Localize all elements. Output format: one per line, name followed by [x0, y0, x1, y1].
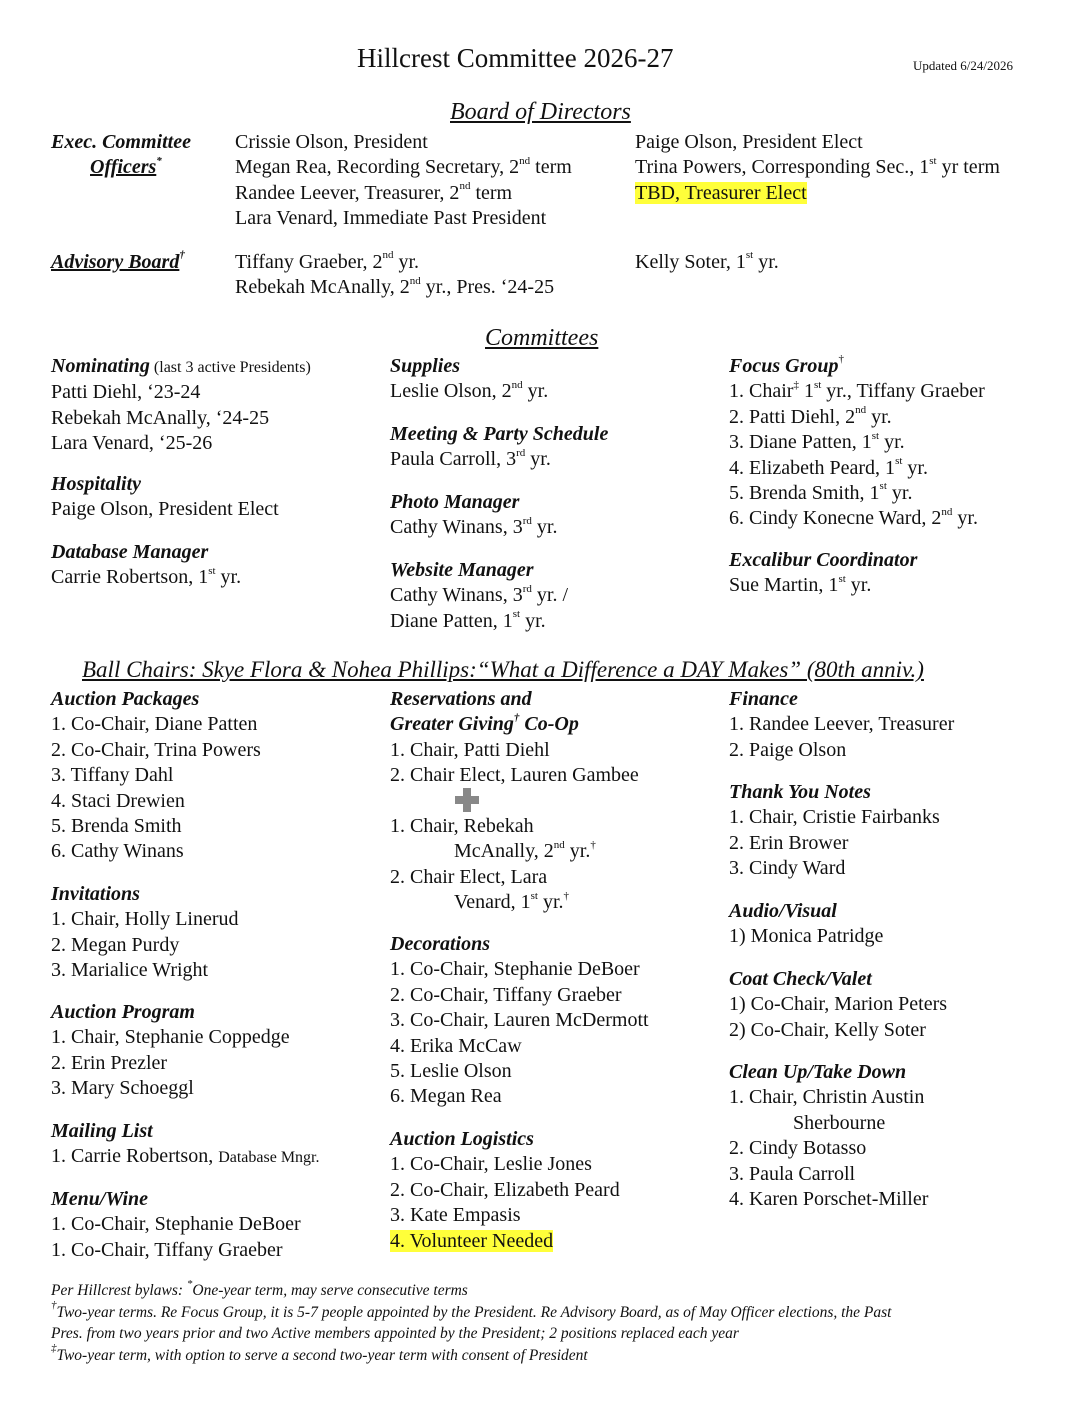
plus-icon	[455, 788, 479, 812]
focus-group-section: Focus Group† 1. Chair‡ 1st yr., Tiffany Graeber 2. Patti Diehl, 2nd yr. 3. Diane Patten, 1st yr. 4. Elizabeth Peard, 1st yr. 5. Brenda Smith, 1st yr. 6. Cindy Konecne Ward, 2nd yr.	[729, 353, 985, 530]
invitations-section: Invitations 1. Chair, Holly Linerud 2. Megan Purdy 3. Marialice Wright	[51, 883, 239, 982]
database-section: Database Manager Carrie Robertson, 1st yr.	[51, 541, 242, 589]
auction-program-section: Auction Program 1. Chair, Stephanie Coppedge 2. Erin Prezler 3. Mary Schoeggl	[51, 1001, 290, 1100]
thank-you-notes-section: Thank You Notes 1. Chair, Cristie Fairbanks 2. Erin Brower 3. Cindy Ward	[729, 781, 940, 880]
decorations-section: Decorations 1. Co-Chair, Stephanie DeBoer 2. Co-Chair, Tiffany Graeber 3. Co-Chair, Lauren McDermott 4. Erika McCaw 5. Leslie Olson 6. Megan Rea	[390, 933, 649, 1108]
website-section: Website Manager Cathy Winans, 3rd yr. / Diane Patten, 1st yr.	[390, 559, 569, 632]
volunteer-needed-highlight: 4. Volunteer Needed	[390, 1229, 554, 1252]
page-title: Hillcrest Committee 2026-27	[357, 43, 674, 73]
finance-section: Finance 1. Randee Leever, Treasurer 2. Paige Olson	[729, 688, 955, 761]
updated-date: Updated 6/24/2026	[913, 58, 1014, 73]
exec-officers-left: Crissie Olson, President Megan Rea, Recording Secretary, 2nd term Randee Leever, Treasurer, 2nd term Lara Venard, Immediate Past President	[235, 131, 572, 230]
board-title: Board of Directors	[450, 99, 631, 125]
ball-chairs-title: Ball Chairs: Skye Flora & Nohea Phillips:“What a Difference a DAY Makes” (80th anniv.)	[82, 657, 924, 682]
treasurer-elect-highlight: TBD, Treasurer Elect	[635, 181, 807, 204]
footnotes: Per Hillcrest bylaws: *One-year term, may serve consecutive terms †Two-year terms. Re Focus Group, it is 5-7 people appointed by the President. Re Advisory Board, as of May Officer elections, the Past Pres. from two years prior and two Active members appointed by the President; 2 positions replaced each year ‡Two-year term, with option to serve a second two-year term with consent of President	[51, 1277, 892, 1364]
exec-label: Exec. Committee Officers*	[51, 131, 191, 179]
advisory-left: Tiffany Graeber, 2nd yr. Rebekah McAnally, 2nd yr., Pres. ‘24-25	[235, 249, 555, 299]
coat-check-section: Coat Check/Valet 1) Co-Chair, Marion Peters 2) Co-Chair, Kelly Soter	[729, 968, 948, 1041]
meeting-section: Meeting & Party Schedule Paula Carroll, 3rd yr.	[390, 423, 609, 471]
audio-visual-section: Audio/Visual 1) Monica Patridge	[729, 900, 884, 948]
advisory-label: Advisory Board†	[51, 249, 185, 273]
photo-section: Photo Manager Cathy Winans, 3rd yr.	[390, 491, 558, 539]
exec-officers-right: Paige Olson, President Elect Trina Powers, Corresponding Sec., 1st yr term TBD, Treasurer Elect	[635, 131, 1000, 204]
menu-wine-section: Menu/Wine 1. Co-Chair, Stephanie DeBoer 1. Co-Chair, Tiffany Graeber	[51, 1188, 301, 1261]
clean-up-section: Clean Up/Take Down 1. Chair, Christin Austin Sherbourne 2. Cindy Botasso 3. Paula Carroll 4. Karen Porschet-Miller	[729, 1061, 929, 1211]
nominating-section: Nominating (last 3 active Presidents) Patti Diehl, ‘23-24 Rebekah McAnally, ‘24-25 Lara Venard, ‘25-26	[51, 355, 311, 455]
hospitality-section: Hospitality Paige Olson, President Elect	[51, 473, 279, 521]
auction-logistics-section: Auction Logistics 1. Co-Chair, Leslie Jones 2. Co-Chair, Elizabeth Peard 3. Kate Empasis 4. Volunteer Needed	[390, 1128, 620, 1252]
excalibur-section: Excalibur Coordinator Sue Martin, 1st yr.	[729, 549, 918, 597]
auction-packages-section: Auction Packages 1. Co-Chair, Diane Patten 2. Co-Chair, Trina Powers 3. Tiffany Dahl 4. Staci Drewien 5. Brenda Smith 6. Cathy Winans	[51, 688, 261, 863]
advisory-right: Kelly Soter, 1st yr.	[635, 249, 779, 273]
reservations-section: Reservations and Greater Giving† Co-Op 1. Chair, Patti Diehl 2. Chair Elect, Lauren Gambee 1. Chair, Rebekah McAnally, 2nd yr.† 2. Chair Elect, Lara Venard, 1st yr.†	[390, 688, 639, 914]
mailing-list-section: Mailing List 1. Carrie Robertson, Database Mngr.	[51, 1120, 320, 1168]
supplies-section: Supplies Leslie Olson, 2nd yr.	[390, 355, 549, 403]
committees-title: Committees	[485, 325, 599, 351]
